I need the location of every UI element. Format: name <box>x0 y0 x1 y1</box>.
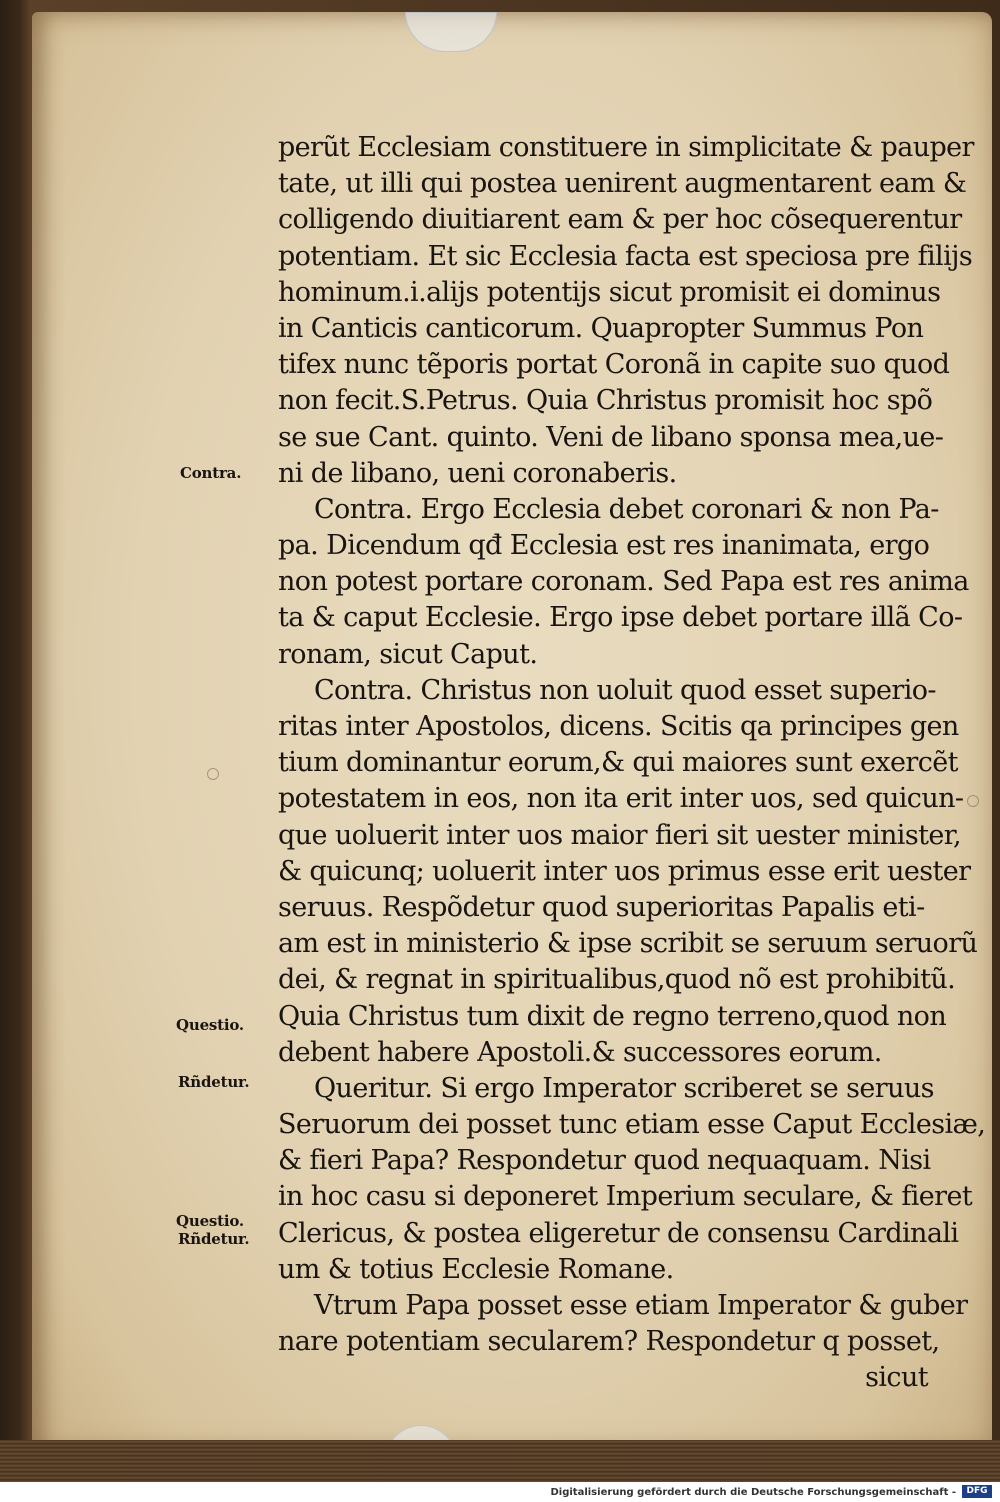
text-line: Seruorum dei posset tunc etiam esse Caput Ecclesiæ, <box>278 1109 986 1141</box>
digitization-footer <box>0 1482 1000 1502</box>
margin-note-rndetur: Rñdetur. <box>178 1230 250 1248</box>
paper-hole <box>967 795 979 807</box>
margin-note-rndetur: Rñdetur. <box>178 1073 250 1091</box>
text-line: in Canticis canticorum. Quapropter Summus Pon <box>278 312 924 344</box>
footer-credit: Digitalisierung gefördert durch die Deutsche Forschungsgemeinschaft - <box>550 1487 956 1498</box>
text-line: seruus. Respõdetur quod superioritas Papalis eti- <box>278 891 925 923</box>
text-line: potestatem in eos, non ita erit inter uos, sed quicun- <box>278 783 964 815</box>
text-line: & fieri Papa? Respondetur quod nequaquam. Nisi <box>278 1145 931 1177</box>
text-line: nare potentiam secularem? Respondetur q posset, <box>278 1326 940 1358</box>
text-line: pa. Dicendum qđ Ecclesia est res inanimata, ergo <box>278 530 930 562</box>
text-line: um & totius Ecclesie Romane. <box>278 1253 674 1285</box>
text-line: Queritur. Si ergo Imperator scriberet se seruus <box>314 1072 934 1104</box>
text-line: Vtrum Papa posset esse etiam Imperator & guber <box>314 1290 968 1321</box>
text-line: ritas inter Apostolos, dicens. Scitis qa principes gen <box>278 711 959 742</box>
text-line: tium dominantur eorum,& qui maiores sunt exercẽt <box>278 747 958 779</box>
text-line: non fecit.S.Petrus. Quia Christus promisit hoc spõ <box>278 385 933 417</box>
text-line: hominum.i.alijs potentijs sicut promisit ei dominus <box>278 276 941 308</box>
text-line: Quia Christus tum dixit de regno terreno,quod non <box>278 1000 947 1032</box>
text-line: tate, ut illi qui postea uenirent augmentarent eam & <box>278 168 967 200</box>
text-line: dei, & regnat in spiritualibus,quod nõ est prohibitũ. <box>278 964 956 996</box>
text-line: ni de libano, ueni coronaberis. <box>278 457 677 489</box>
text-line: perũt Ecclesiam constituere in simplicitate & pauper <box>278 132 974 163</box>
dfg-logo: DFG <box>962 1485 992 1498</box>
text-line: Contra. Christus non uoluit quod esset superio- <box>314 674 936 706</box>
margin-note-contra: Contra. <box>180 464 242 482</box>
text-line: potentiam. Et sic Ecclesia facta est speciosa pre filijs <box>278 240 973 272</box>
text-line: ronam, sicut Caput. <box>278 638 538 670</box>
catchword: sicut <box>865 1362 928 1394</box>
text-line: ta & caput Ecclesie. Ergo ipse debet portare illã Co- <box>278 602 963 634</box>
text-line: am est in ministerio & ipse scribit se seruum seruorũ <box>278 928 978 960</box>
book-fore-edge <box>0 1440 1000 1482</box>
text-line: Contra. Ergo Ecclesia debet coronari & non Pa- <box>314 493 939 525</box>
text-line: & quicunq; uoluerit inter uos primus esse erit uester <box>278 855 971 887</box>
text-line: non potest portare coronam. Sed Papa est res anima <box>278 566 969 598</box>
text-line: colligendo diuitiarent eam & per hoc cõsequerentur <box>278 204 962 236</box>
main-text-block <box>278 130 986 1397</box>
margin-note-questio: Questio. <box>176 1016 244 1034</box>
text-line: que uoluerit inter uos maior fieri sit uester minister, <box>278 819 962 851</box>
text-line: tifex nunc tẽporis portat Coronã in capite suo quod <box>278 349 950 381</box>
text-line: debent habere Apostoli.& successores eorum. <box>278 1036 882 1068</box>
margin-note-questio: Questio. <box>176 1212 244 1230</box>
text-line: se sue Cant. quinto. Veni de libano sponsa mea,ue- <box>278 421 944 453</box>
text-line: Clericus, & postea eligeretur de consensu Cardinali <box>278 1217 959 1249</box>
text-line: in hoc casu si deponeret Imperium seculare, & fieret <box>278 1181 973 1213</box>
paper-hole <box>207 768 219 780</box>
